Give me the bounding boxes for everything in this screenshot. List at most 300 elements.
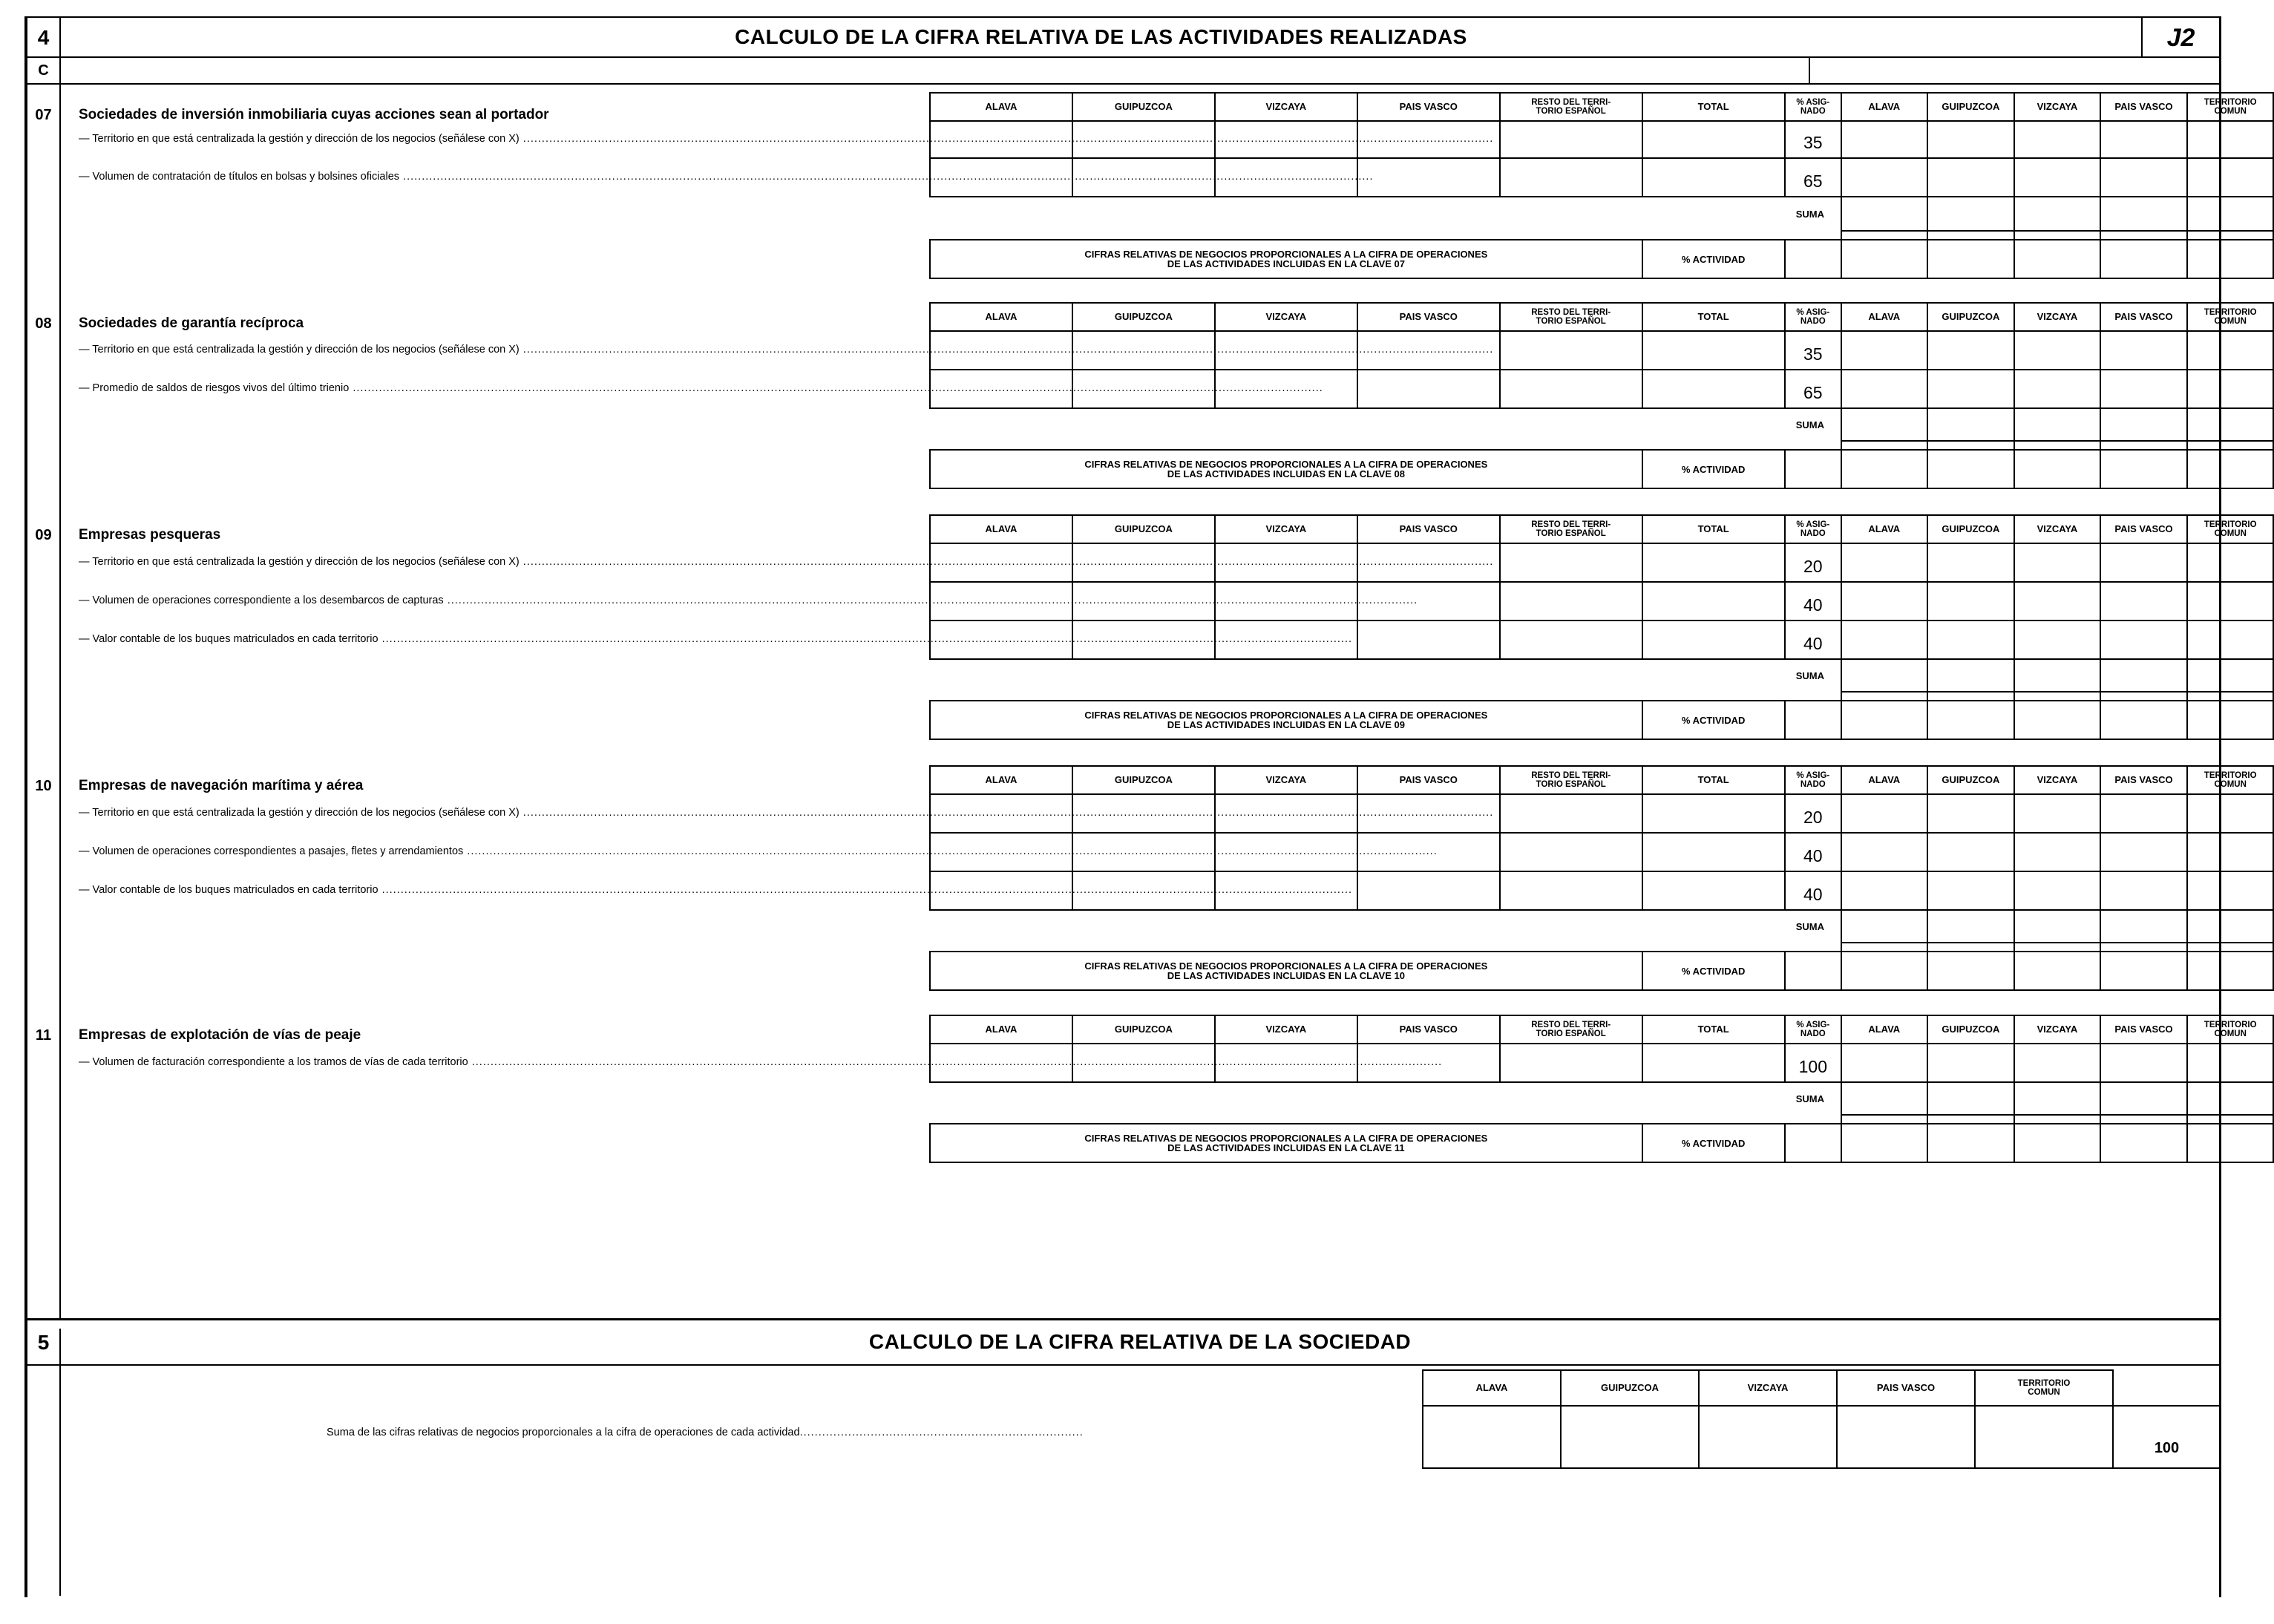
header-vizcaya [1215, 93, 1357, 121]
cifras-line2: DE LAS ACTIVIDADES INCLUIDAS EN LA CLAVE 07 [1167, 258, 1405, 269]
header-pais-vasco-r [2100, 515, 2188, 543]
spacer [930, 1115, 1841, 1124]
header-total-text: TOTAL [1697, 1024, 1729, 1035]
header-territorio-comun [2187, 93, 2273, 121]
spacer-cell [2187, 231, 2273, 240]
input-cell[interactable] [1642, 331, 1785, 370]
header-alava-r-text: ALAVA [1868, 774, 1901, 785]
input-cell[interactable] [1841, 158, 1927, 197]
criterion-leader-dots: .................................................................................................................................................................................................................................................................... [463, 845, 1438, 857]
cifras-line2: DE LAS ACTIVIDADES INCLUIDAS EN LA CLAVE 10 [1167, 970, 1405, 981]
header-alava [930, 93, 1072, 121]
header-territorio-comun-text: TERRITORIO [2203, 771, 2257, 780]
input-cell[interactable] [1841, 543, 1927, 582]
suma-cell[interactable] [2014, 408, 2100, 441]
header-total [1642, 1015, 1785, 1044]
header-pais-vasco-text: PAIS VASCO [1399, 101, 1458, 112]
header-vizcaya-r [2014, 515, 2100, 543]
header-guipuzcoa-r [1927, 766, 2015, 794]
input-cell[interactable] [2187, 331, 2273, 370]
header-pct-asignado-text: NADO [1800, 317, 1826, 326]
section5-table [1422, 1369, 2220, 1469]
suma-cell[interactable] [1927, 910, 2015, 943]
suma-cell[interactable] [2014, 910, 2100, 943]
suma-cell[interactable] [1927, 197, 2015, 231]
input-cell[interactable] [1927, 158, 2015, 197]
header-alava-r-text: ALAVA [1868, 523, 1901, 534]
header-pct-asignado [1785, 515, 1841, 543]
suma-cell[interactable] [2100, 910, 2188, 943]
header-pais-vasco-r [2100, 93, 2188, 121]
input-cell[interactable] [2014, 1044, 2100, 1082]
cifras-cell[interactable] [2014, 701, 2100, 739]
header-territorio-comun-text: COMUN [2214, 780, 2247, 789]
criterion-leader-dots: .................................................................................................................................................................................................................................................................... [519, 133, 1494, 145]
input-cell[interactable] [2100, 871, 2188, 910]
header-alava-text: ALAVA [985, 101, 1018, 112]
criterion-item [79, 130, 1494, 148]
suma-cell[interactable] [2187, 197, 2273, 231]
header-territorio-comun-text: TERRITORIO [2203, 520, 2257, 529]
section4-number: 4 [37, 26, 50, 49]
cifras-cell[interactable] [2187, 1124, 2273, 1162]
activity-table [929, 514, 2274, 740]
header-guipuzcoa-text: GUIPUZCOA [1114, 774, 1173, 785]
input-cell[interactable] [1642, 370, 1785, 408]
input-cell[interactable] [1841, 370, 1927, 408]
suma-cell[interactable] [1927, 1082, 2015, 1115]
header-vizcaya [1215, 1015, 1357, 1044]
pct-actividad-label: % ACTIVIDAD [1642, 240, 1785, 278]
criterion-text: — Territorio en que está centralizada la gestión y dirección de los negocios (señálese con X) [79, 344, 520, 356]
input-cell[interactable] [1500, 331, 1642, 370]
input-cell[interactable] [1841, 833, 1927, 871]
header-guipuzcoa-r [1927, 1015, 2015, 1044]
input-cell[interactable] [1841, 1044, 1927, 1082]
spacer-cell [1927, 943, 2015, 952]
sec5-cell-pais-vasco[interactable] [1837, 1406, 1975, 1468]
frame-inner-left-border [59, 16, 61, 1319]
input-cell[interactable] [1642, 794, 1785, 833]
header-vizcaya-text: VIZCAYA [1265, 101, 1307, 112]
header-alava [930, 303, 1072, 331]
cifras-cell[interactable] [1841, 1124, 1927, 1162]
input-cell[interactable] [1642, 621, 1785, 659]
pct-asignado-value: 65 [1785, 370, 1841, 408]
spacer-cell [2014, 231, 2100, 240]
cifras-cell[interactable] [2187, 240, 2273, 278]
cifras-cell[interactable] [2100, 701, 2188, 739]
sec5-row-label-text: Suma de las cifras relativas de negocios proporcionales a la cifra de operaciones de cada actividad [327, 1427, 800, 1438]
input-cell[interactable] [1500, 582, 1642, 621]
pct-actividad-input[interactable] [1785, 952, 1841, 990]
header-guipuzcoa-r-text: GUIPUZCOA [1942, 311, 2000, 322]
cifras-cell[interactable] [2014, 1124, 2100, 1162]
input-cell[interactable] [1927, 121, 2015, 158]
sec5-cell-guipuzcoa[interactable] [1561, 1406, 1699, 1468]
input-cell[interactable] [2100, 121, 2188, 158]
input-cell[interactable] [1927, 621, 2015, 659]
section5-top-border [24, 1318, 2221, 1320]
input-cell[interactable] [1500, 370, 1642, 408]
input-cell[interactable] [2014, 158, 2100, 197]
criterion-text: — Valor contable de los buques matriculados en cada territorio [79, 884, 379, 896]
header-vizcaya-r-text: VIZCAYA [2037, 774, 2078, 785]
pct-asignado-value: 65 [1785, 158, 1841, 197]
input-cell[interactable] [1357, 621, 1500, 659]
cifras-cell[interactable] [2100, 450, 2188, 488]
criterion-text: — Promedio de saldos de riesgos vivos del último trienio [79, 382, 350, 394]
criterion-leader-dots: .................................................................................................................................................................................................................................................................... [378, 633, 1353, 645]
suma-cell[interactable] [1841, 197, 1927, 231]
cifras-cell[interactable] [2014, 240, 2100, 278]
criterion-text: — Valor contable de los buques matriculados en cada territorio [79, 633, 379, 645]
input-cell[interactable] [1927, 331, 2015, 370]
cifras-relativas-label [930, 1124, 1642, 1162]
input-cell[interactable] [1927, 370, 2015, 408]
input-cell[interactable] [1642, 833, 1785, 871]
input-cell[interactable] [2187, 621, 2273, 659]
cifras-cell[interactable] [1841, 240, 1927, 278]
criterion-item [79, 168, 1374, 186]
cifras-cell[interactable] [1841, 450, 1927, 488]
cifras-cell[interactable] [1927, 952, 2015, 990]
header-resto-territorio [1500, 1015, 1642, 1044]
activity-name: Sociedades de inversión inmobiliaria cuyas acciones sean al portador [79, 107, 549, 122]
suma-cell[interactable] [1841, 659, 1927, 692]
header-territorio-comun-text: COMUN [2214, 317, 2247, 326]
header-territorio-comun-text: COMUN [2214, 107, 2247, 116]
header-territorio-comun [2187, 303, 2273, 331]
input-cell[interactable] [2014, 370, 2100, 408]
header-pais-vasco-r-text: PAIS VASCO [2114, 1024, 2173, 1035]
input-cell[interactable] [2187, 871, 2273, 910]
header-resto-territorio-text: TORIO ESPAÑOL [1536, 529, 1606, 538]
input-cell[interactable] [2100, 1044, 2188, 1082]
header-resto-territorio [1500, 515, 1642, 543]
spacer-cell [1841, 1115, 1927, 1124]
header-guipuzcoa-r-text: GUIPUZCOA [1942, 523, 2000, 534]
cifras-cell[interactable] [2014, 450, 2100, 488]
pct-asignado-value: 35 [1785, 331, 1841, 370]
input-cell[interactable] [2014, 871, 2100, 910]
input-cell[interactable] [2187, 833, 2273, 871]
input-cell[interactable] [2014, 121, 2100, 158]
spacer-cell [2100, 943, 2188, 952]
input-cell[interactable] [1927, 871, 2015, 910]
sec5-territorio-line1: TERRITORIO [2017, 1379, 2071, 1388]
activity-name: Empresas de explotación de vías de peaje [79, 1027, 361, 1043]
sec5-row-label [327, 1424, 1418, 1441]
sec5-row-label-dots: ............................................................................ [799, 1427, 1084, 1438]
header-pais-vasco-r [2100, 303, 2188, 331]
sec5-cell-vizcaya[interactable] [1699, 1406, 1837, 1468]
input-cell[interactable] [1927, 543, 2015, 582]
header-resto-territorio-text: TORIO ESPAÑOL [1536, 780, 1606, 789]
activity-name: Empresas pesqueras [79, 527, 221, 543]
header-guipuzcoa-r-text: GUIPUZCOA [1942, 101, 2000, 112]
input-cell[interactable] [2100, 582, 2188, 621]
criterion-leader-dots: .................................................................................................................................................................................................................................................................... [519, 807, 1494, 819]
header-vizcaya-text: VIZCAYA [1265, 1024, 1307, 1035]
suma-label: SUMA [930, 1082, 1841, 1115]
input-cell[interactable] [2100, 158, 2188, 197]
input-cell[interactable] [1927, 1044, 2015, 1082]
criterion-leader-dots: .................................................................................................................................................................................................................................................................... [399, 171, 1374, 183]
input-cell[interactable] [1841, 794, 1927, 833]
input-cell[interactable] [2014, 621, 2100, 659]
input-cell[interactable] [1500, 121, 1642, 158]
cifras-line1: CIFRAS RELATIVAS DE NEGOCIOS PROPORCIONALES A LA CIFRA DE OPERACIONES [1084, 960, 1488, 972]
cifras-cell[interactable] [1927, 1124, 2015, 1162]
input-cell[interactable] [1642, 871, 1785, 910]
suma-cell[interactable] [2187, 659, 2273, 692]
suma-cell[interactable] [2100, 408, 2188, 441]
spacer [930, 231, 1841, 240]
header-alava [930, 766, 1072, 794]
input-cell[interactable] [1357, 158, 1500, 197]
cifras-line1: CIFRAS RELATIVAS DE NEGOCIOS PROPORCIONALES A LA CIFRA DE OPERACIONES [1084, 710, 1488, 721]
input-cell[interactable] [2014, 794, 2100, 833]
input-cell[interactable] [2100, 370, 2188, 408]
input-cell[interactable] [2187, 121, 2273, 158]
suma-cell[interactable] [2100, 197, 2188, 231]
input-cell[interactable] [2187, 543, 2273, 582]
spacer [930, 441, 1841, 450]
header-guipuzcoa-text: GUIPUZCOA [1114, 311, 1173, 322]
header-vizcaya [1215, 766, 1357, 794]
input-cell[interactable] [1927, 833, 2015, 871]
cifras-cell[interactable] [1841, 701, 1927, 739]
input-cell[interactable] [1500, 833, 1642, 871]
input-cell[interactable] [2100, 794, 2188, 833]
header-vizcaya-r-text: VIZCAYA [2037, 1024, 2078, 1035]
sec5-header-alava: ALAVA [1423, 1370, 1561, 1406]
input-cell[interactable] [1841, 871, 1927, 910]
cifras-cell[interactable] [2187, 952, 2273, 990]
header-pais-vasco-text: PAIS VASCO [1399, 311, 1458, 322]
suma-cell[interactable] [2100, 1082, 2188, 1115]
suma-cell[interactable] [1841, 1082, 1927, 1115]
criterion-leader-dots: .................................................................................................................................................................................................................................................................... [468, 1056, 1443, 1068]
sec5-cell-territorio-comun[interactable] [1975, 1406, 2113, 1468]
input-cell[interactable] [1927, 794, 2015, 833]
cifras-cell[interactable] [2014, 952, 2100, 990]
input-cell[interactable] [1500, 871, 1642, 910]
input-cell[interactable] [1500, 621, 1642, 659]
spacer-cell [2187, 943, 2273, 952]
section5-header-bottom [24, 1364, 2221, 1366]
header-pais-vasco-text: PAIS VASCO [1399, 523, 1458, 534]
suma-cell[interactable] [2187, 910, 2273, 943]
spacer-cell [2187, 1115, 2273, 1124]
input-cell[interactable] [1642, 121, 1785, 158]
header-guipuzcoa-text: GUIPUZCOA [1114, 1024, 1173, 1035]
pct-asignado-value: 40 [1785, 621, 1841, 659]
cifras-relativas-label [930, 701, 1642, 739]
header-vizcaya [1215, 303, 1357, 331]
suma-cell[interactable] [1841, 910, 1927, 943]
header-guipuzcoa-text: GUIPUZCOA [1114, 101, 1173, 112]
criterion-text: — Territorio en que está centralizada la gestión y dirección de los negocios (señálese con X) [79, 133, 520, 145]
activity-name: Sociedades de garantía recíproca [79, 315, 304, 331]
pct-asignado-value: 20 [1785, 794, 1841, 833]
header-alava-text: ALAVA [985, 1024, 1018, 1035]
sec5-header-territorio-comun [1975, 1370, 2113, 1406]
cifras-cell[interactable] [1841, 952, 1927, 990]
activity-table [929, 92, 2274, 279]
right-panel-divider [1809, 58, 1810, 85]
input-cell[interactable] [2100, 833, 2188, 871]
cifras-cell[interactable] [2187, 701, 2273, 739]
input-cell[interactable] [1357, 370, 1500, 408]
input-cell[interactable] [2100, 543, 2188, 582]
suma-cell[interactable] [2014, 197, 2100, 231]
cifras-cell[interactable] [2100, 240, 2188, 278]
header-resto-territorio-text: TORIO ESPAÑOL [1536, 107, 1606, 116]
cifras-relativas-label [930, 450, 1642, 488]
header-resto-territorio-text: RESTO DEL TERRI- [1531, 98, 1611, 107]
header-pct-asignado [1785, 303, 1841, 331]
header-resto-territorio-text: TORIO ESPAÑOL [1536, 1029, 1606, 1038]
pct-asignado-value: 35 [1785, 121, 1841, 158]
header-vizcaya-r [2014, 1015, 2100, 1044]
criterion-text: — Volumen de contratación de títulos en bolsas y bolsines oficiales [79, 171, 400, 183]
header-guipuzcoa-r-text: GUIPUZCOA [1942, 774, 2000, 785]
input-cell[interactable] [1841, 121, 1927, 158]
input-cell[interactable] [1357, 871, 1500, 910]
sec5-cell-alava[interactable] [1423, 1406, 1561, 1468]
cifras-line2: DE LAS ACTIVIDADES INCLUIDAS EN LA CLAVE 11 [1167, 1142, 1405, 1153]
header-alava-r [1841, 766, 1927, 794]
spacer-cell [2100, 692, 2188, 701]
header-resto-territorio-text: RESTO DEL TERRI- [1531, 308, 1611, 317]
criterion-text: — Volumen de operaciones correspondiente a los desembarcos de capturas [79, 595, 444, 606]
cifras-cell[interactable] [1927, 701, 2015, 739]
cifras-cell[interactable] [2100, 952, 2188, 990]
input-cell[interactable] [2014, 833, 2100, 871]
spacer-cell [2187, 441, 2273, 450]
pct-actividad-input[interactable] [1785, 1124, 1841, 1162]
input-cell[interactable] [2100, 331, 2188, 370]
pct-actividad-input[interactable] [1785, 701, 1841, 739]
header-resto-territorio-text: RESTO DEL TERRI- [1531, 520, 1611, 529]
header-pais-vasco [1357, 93, 1500, 121]
header-total-text: TOTAL [1697, 523, 1729, 534]
criterion-item [79, 1053, 1443, 1071]
header-pct-asignado-text: % ASIG- [1796, 771, 1830, 780]
pct-asignado-value: 100 [1785, 1044, 1841, 1082]
suma-cell[interactable] [2100, 659, 2188, 692]
frame-inner-left-border-lower [59, 1329, 61, 1596]
input-cell[interactable] [2187, 794, 2273, 833]
sec5-total-value: 100 [2113, 1406, 2220, 1468]
input-cell[interactable] [1642, 1044, 1785, 1082]
input-cell[interactable] [2187, 370, 2273, 408]
pct-actividad-input[interactable] [1785, 240, 1841, 278]
suma-cell[interactable] [1927, 659, 2015, 692]
spacer-cell [1841, 692, 1927, 701]
input-cell[interactable] [1642, 543, 1785, 582]
header-territorio-comun-text: COMUN [2214, 1029, 2247, 1038]
cifras-cell[interactable] [2187, 450, 2273, 488]
header-vizcaya-text: VIZCAYA [1265, 311, 1307, 322]
activity-code: 07 [35, 107, 52, 123]
section5-title: CALCULO DE LA CIFRA RELATIVA DE LA SOCIEDAD [868, 1330, 1412, 1353]
input-cell[interactable] [2100, 621, 2188, 659]
header-alava-r-text: ALAVA [1868, 1024, 1901, 1035]
spacer-cell [1841, 441, 1927, 450]
sec5-header-vizcaya: VIZCAYA [1699, 1370, 1837, 1406]
suma-cell[interactable] [1927, 408, 2015, 441]
sec5-territorio-line2: COMUN [2028, 1388, 2060, 1397]
cifras-cell[interactable] [1927, 240, 2015, 278]
input-cell[interactable] [1841, 621, 1927, 659]
spacer-cell [1841, 943, 1927, 952]
header-alava-text: ALAVA [985, 523, 1018, 534]
activity-name: Empresas de navegación marítima y aérea [79, 778, 364, 793]
suma-cell[interactable] [2014, 659, 2100, 692]
input-cell[interactable] [1500, 794, 1642, 833]
input-cell[interactable] [2014, 582, 2100, 621]
spacer-cell [1927, 441, 2015, 450]
input-cell[interactable] [1642, 582, 1785, 621]
suma-cell[interactable] [2187, 408, 2273, 441]
input-cell[interactable] [1927, 582, 2015, 621]
input-cell[interactable] [2014, 543, 2100, 582]
input-cell[interactable] [1500, 543, 1642, 582]
suma-cell[interactable] [2014, 1082, 2100, 1115]
header-alava [930, 1015, 1072, 1044]
input-cell[interactable] [1500, 158, 1642, 197]
header-alava-r [1841, 303, 1927, 331]
activity-code: 11 [35, 1027, 52, 1044]
pct-actividad-label: % ACTIVIDAD [1642, 450, 1785, 488]
header-resto-territorio [1500, 766, 1642, 794]
spacer-cell [2014, 441, 2100, 450]
header-guipuzcoa [1072, 303, 1215, 331]
suma-cell[interactable] [2187, 1082, 2273, 1115]
criterion-leader-dots: .................................................................................................................................................................................................................................................................... [349, 382, 1323, 394]
cifras-line2: DE LAS ACTIVIDADES INCLUIDAS EN LA CLAVE 09 [1167, 719, 1405, 730]
criterion-item [79, 341, 1494, 358]
input-cell[interactable] [2187, 1044, 2273, 1082]
spacer-cell [1927, 692, 2015, 701]
cifras-cell[interactable] [1927, 450, 2015, 488]
badge-letter: J2 [2166, 24, 2195, 52]
cifras-line1: CIFRAS RELATIVAS DE NEGOCIOS PROPORCIONALES A LA CIFRA DE OPERACIONES [1084, 1133, 1488, 1144]
input-cell[interactable] [1841, 582, 1927, 621]
input-cell[interactable] [2187, 582, 2273, 621]
input-cell[interactable] [2014, 331, 2100, 370]
header-total-text: TOTAL [1697, 774, 1729, 785]
criterion-item [79, 881, 1353, 899]
header-territorio-comun [2187, 766, 2273, 794]
cifras-line1: CIFRAS RELATIVAS DE NEGOCIOS PROPORCIONALES A LA CIFRA DE OPERACIONES [1084, 249, 1488, 260]
header-alava-text: ALAVA [985, 774, 1018, 785]
input-cell[interactable] [1500, 1044, 1642, 1082]
criterion-leader-dots: .................................................................................................................................................................................................................................................................... [519, 344, 1494, 356]
suma-cell[interactable] [1841, 408, 1927, 441]
input-cell[interactable] [1642, 158, 1785, 197]
pct-actividad-input[interactable] [1785, 450, 1841, 488]
cifras-cell[interactable] [2100, 1124, 2188, 1162]
input-cell[interactable] [1841, 331, 1927, 370]
header-alava [930, 515, 1072, 543]
header-alava-r [1841, 515, 1927, 543]
section5-number: 5 [37, 1331, 50, 1354]
input-cell[interactable] [2187, 158, 2273, 197]
